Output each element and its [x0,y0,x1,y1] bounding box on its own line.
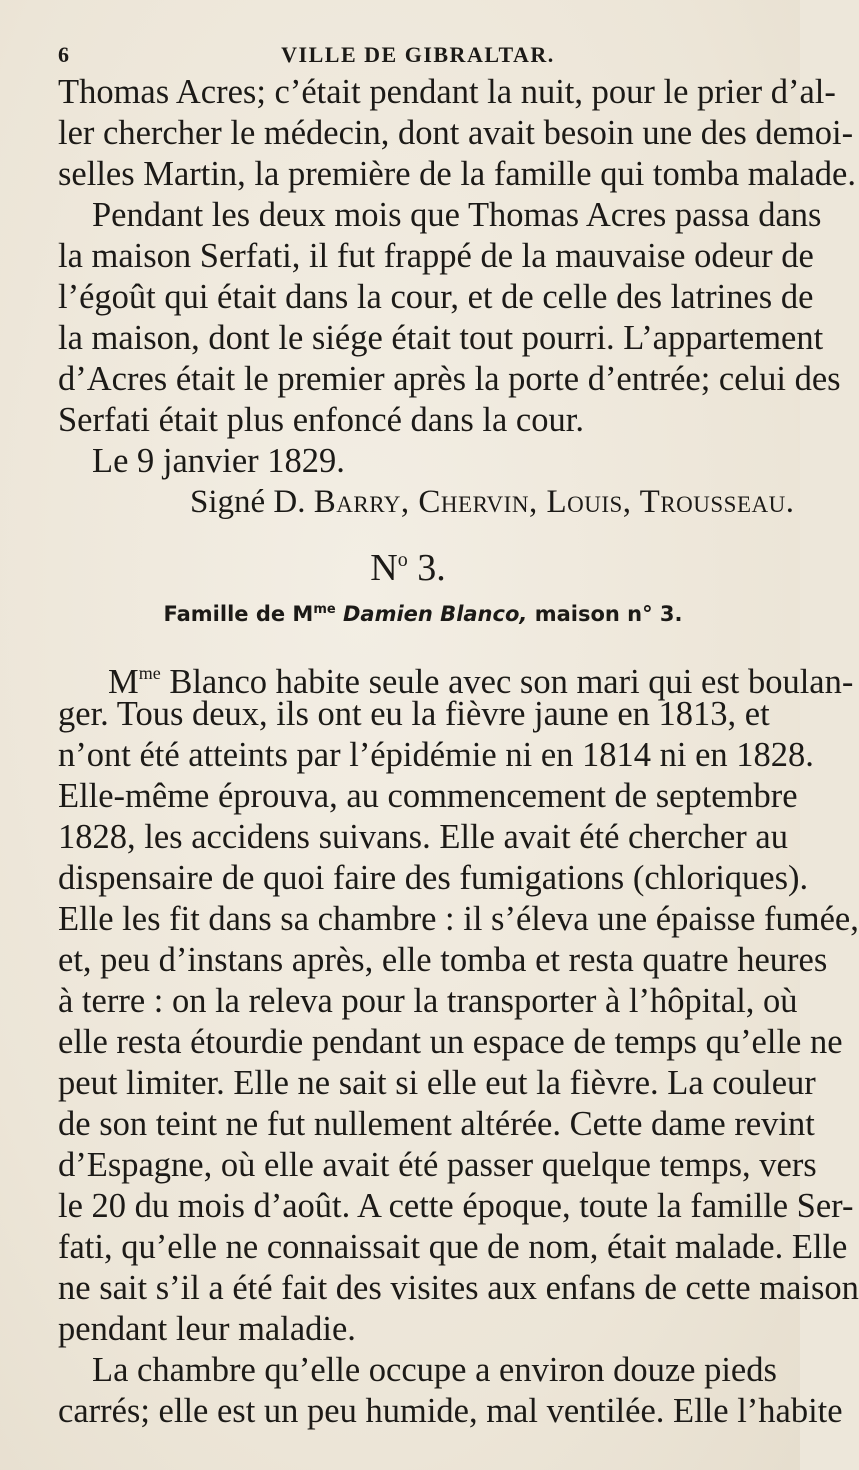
text-line: ne sait s’il a été fait des visites aux enfans de cette maison [58,1269,859,1307]
section-number-sup: o [397,549,408,571]
section-number-label: N [370,547,398,589]
section-number-value: 3. [417,547,446,589]
opening-rest: Blanco habite seule avec son mari qui est boulan- [169,663,854,701]
text-line: à terre : on la releva pour la transporter à l’hôpital, où [58,982,798,1020]
text-line: la maison Serfati, il fut frappé de la mauvaise odeur de [58,237,814,275]
text-block [58,72,859,1432]
text-line: l’égoût qui était dans la cour, et de celle des latrines de [58,278,814,316]
section-number [58,523,748,595]
page-number: 6 [58,42,69,67]
date-line: Le 9 janvier 1829. [92,442,345,480]
text-line: fati, qu’elle ne connaissait que de nom, était malade. Elle [58,1228,848,1266]
text-line: selles Martin, la première de la famille qui tomba malade. [58,155,856,193]
text-line: carrés; elle est un peu humide, mal ventilée. Elle l’habite [58,1392,843,1430]
text-line: d’Espagne, où elle avait été passer quelque temps, vers [58,1146,817,1184]
text-line: d’Acres était le premier après la porte d’entrée; celui des [58,360,841,398]
text-line: 1828, les accidens suivans. Elle avait été chercher au [58,818,788,856]
signature-line [58,482,795,523]
text-line: et, peu d’instans après, elle tomba et resta quatre heures [58,941,828,979]
section-subtitle [58,595,748,653]
opening-m: M [108,663,139,701]
text-line: ler chercher le médecin, dont avait besoin une des demoi- [58,114,854,152]
text-line: de son teint ne fut nullement altérée. Cette dame revint [58,1105,815,1143]
signature-prefix: Signé D. [190,484,306,520]
opening-sup: me [138,663,161,683]
text-line: la maison, dont le siége était tout pourri. L’appartement [58,319,824,357]
text-line: Elle les fit dans sa chambre : il s’éleva une épaisse fumée, [58,900,859,938]
text-line: La chambre qu’elle occupe a environ douze pieds [92,1351,777,1389]
text-line: dispensaire de quoi faire des fumigations (chloriques). [58,859,809,897]
text-line: n’ont été atteints par l’épidémie ni en 1814 ni en 1828. [58,736,814,774]
text-line: ger. Tous deux, ils ont eu la fièvre jaune en 1813, et [58,695,770,733]
subtitle-prefix: Famille de M [163,602,314,626]
subtitle-suffix: maison n° 3. [534,602,683,626]
text-line: Pendant les deux mois que Thomas Acres passa dans [92,196,822,234]
text-line: Serfati était plus enfoncé dans la cour. [58,401,584,439]
running-head [58,42,748,72]
text-line: peut limiter. Elle ne sait si elle eut la fièvre. La couleur [58,1064,816,1102]
opening-line [58,653,854,701]
text-line: le 20 du mois d’août. A cette époque, toute la famille Ser- [58,1187,854,1225]
text-line: Thomas Acres; c’était pendant la nuit, pour le prier d’al- [58,73,836,111]
text-line: Elle-même éprouva, au commencement de septembre [58,777,798,815]
text-line: elle resta étourdie pendant un espace de temps qu’elle ne [58,1023,843,1061]
subtitle-name: Damien Blanco, [343,602,528,626]
subtitle-sup: me [313,602,336,617]
signature-names: Barry, Chervin, Louis, Trousseau. [313,484,795,520]
running-title: VILLE DE GIBRALTAR. [281,42,555,67]
text-line: pendant leur maladie. [58,1310,356,1348]
